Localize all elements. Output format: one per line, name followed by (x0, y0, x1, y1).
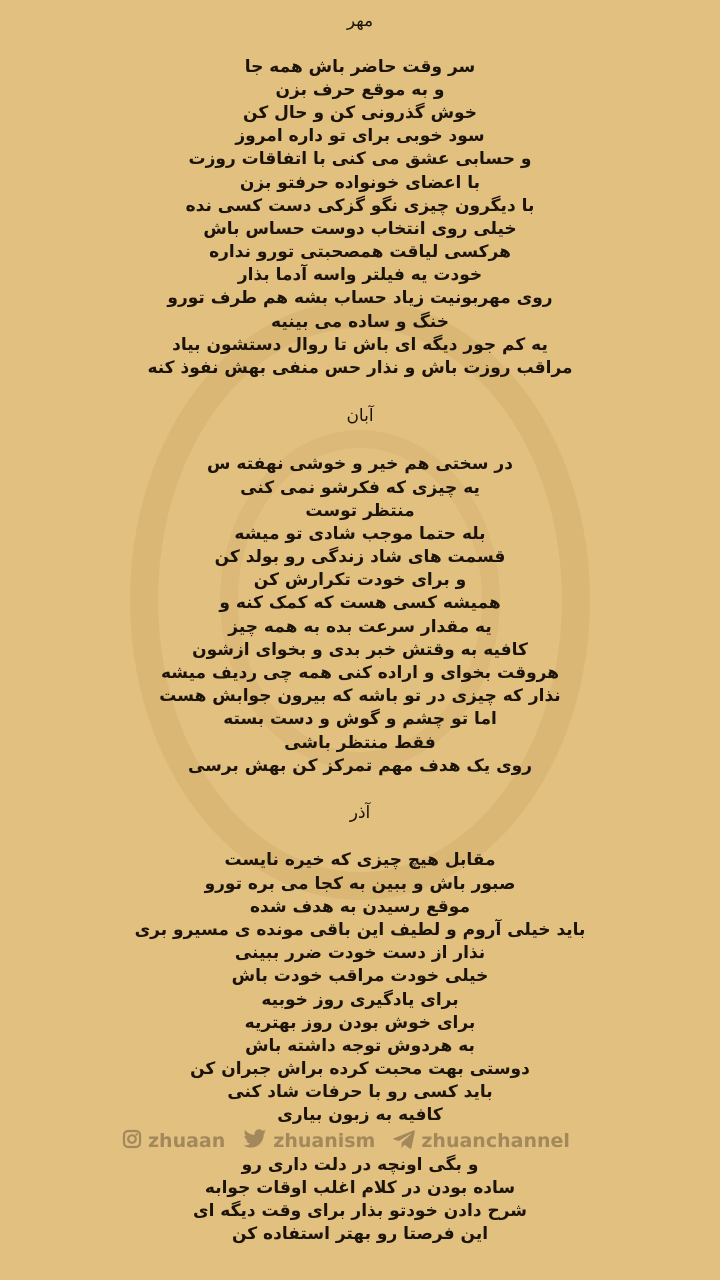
section-title-azar: آذر (349, 803, 371, 823)
text-line: خنگ و ساده می بینیه (271, 312, 449, 332)
text-line: با دیگرون چیزی نگو گزکی دست کسی نده (185, 196, 535, 216)
text-line: منتظر توست (305, 501, 415, 521)
text-line: دوستی بهت محبت کرده براش جبران کن (190, 1059, 530, 1079)
text-line: هرکسی لیاقت همصحبتی تورو نداره (209, 242, 511, 262)
text-line: باید خیلی آروم و لطیف این باقی مونده ی مسیرو بری (134, 920, 586, 940)
text-line: سر وقت حاضر باش همه جا (244, 57, 476, 77)
text-line: خودت یه فیلتر واسه آدما بذار (237, 265, 483, 285)
text-line: برای یادگیری روز خوبیه (261, 990, 459, 1010)
text-line: برای خوش بودن روز بهتریه (244, 1013, 476, 1033)
twitter-icon (243, 1129, 267, 1154)
text-line: کافیه به وقتش خبر بدی و بخوای ازشون (192, 640, 528, 660)
text-line: به هردوش توجه داشته باش (245, 1036, 475, 1056)
text-line: بله حتما موجب شادی تو میشه (234, 524, 486, 544)
section-title-mehr: مهر (346, 11, 374, 31)
text-line: باید کسی رو با حرفات شاد کنی (227, 1082, 493, 1102)
text-line: روی یک هدف مهم تمرکز کن بهش برسی (187, 756, 533, 776)
text-line: خیلی روی انتخاب دوست حساس باش (203, 219, 517, 239)
text-line: همیشه کسی هست که کمک کنه و (219, 593, 501, 613)
text-line: هروقت بخوای و اراده کنی همه چی ردیف میشه (160, 663, 560, 683)
social-watermark (122, 1126, 602, 1156)
text-line: نذار از دست خودت ضرر ببینی (234, 943, 486, 963)
text-line: این فرصتا رو بهتر استفاده کن (231, 1224, 489, 1244)
text-line: مقابل هیچ چیزی که خیره نایست (224, 850, 496, 870)
text-line: اما تو چشم و گوش و دست بسته (223, 709, 497, 729)
text-line: قسمت های شاد زندگی رو بولد کن (214, 547, 506, 567)
text-line: خیلی خودت مراقب خودت باش (231, 966, 489, 986)
text-line: خوش گذرونی کن و حال کن (243, 103, 477, 123)
text-line: و حسابی عشق می کنی با اتفاقات روزت (188, 149, 532, 169)
instagram-handle: zhuaan (148, 1130, 226, 1152)
text-line: نذار که چیزی در تو باشه که بیرون جوابش هست (159, 686, 561, 706)
text-line: با اعضای خونواده حرفتو بزن (239, 173, 481, 193)
text-line: فقط منتظر باشی (284, 733, 436, 753)
text-line: صبور باش و ببین به کجا می بره تورو (204, 874, 516, 894)
text-line: و برای خودت تکرارش کن (253, 570, 467, 590)
text-line: و بگی اونچه در دلت داری رو (241, 1155, 479, 1175)
text-line: در سختی هم خیر و خوشی نهفته س (207, 454, 513, 474)
text-line: ساده بودن در کلام اغلب اوقات جوابه (204, 1178, 516, 1198)
twitter-handle: zhuanism (273, 1130, 376, 1152)
text-line: کافیه به زبون بیاری (277, 1105, 443, 1125)
text-line: روی مهربونیت زیاد حساب بشه هم طرف تورو (167, 288, 553, 308)
section-title-aban: آبان (346, 406, 374, 426)
text-line: شرح دادن خودتو بذار برای وقت دیگه ای (192, 1201, 528, 1221)
text-line: یه مقدار سرعت بده به همه چیز (228, 617, 492, 637)
text-line: و به موقع حرف بزن (275, 80, 445, 100)
text-line: موقع رسیدن به هدف شده (250, 897, 470, 917)
text-line: یه چیزی که فکرشو نمی کنی (240, 478, 480, 498)
telegram-icon (393, 1129, 415, 1154)
text-line: مراقب روزت باش و نذار حس منفی بهش نفوذ کنه (147, 358, 573, 378)
telegram-handle: zhuanchannel (421, 1130, 570, 1152)
text-line: سود خوبی برای تو داره امروز (235, 126, 485, 146)
text-line: یه کم جور دیگه ای باش تا روال دستشون بیاد (172, 335, 548, 355)
instagram-icon (122, 1129, 142, 1154)
